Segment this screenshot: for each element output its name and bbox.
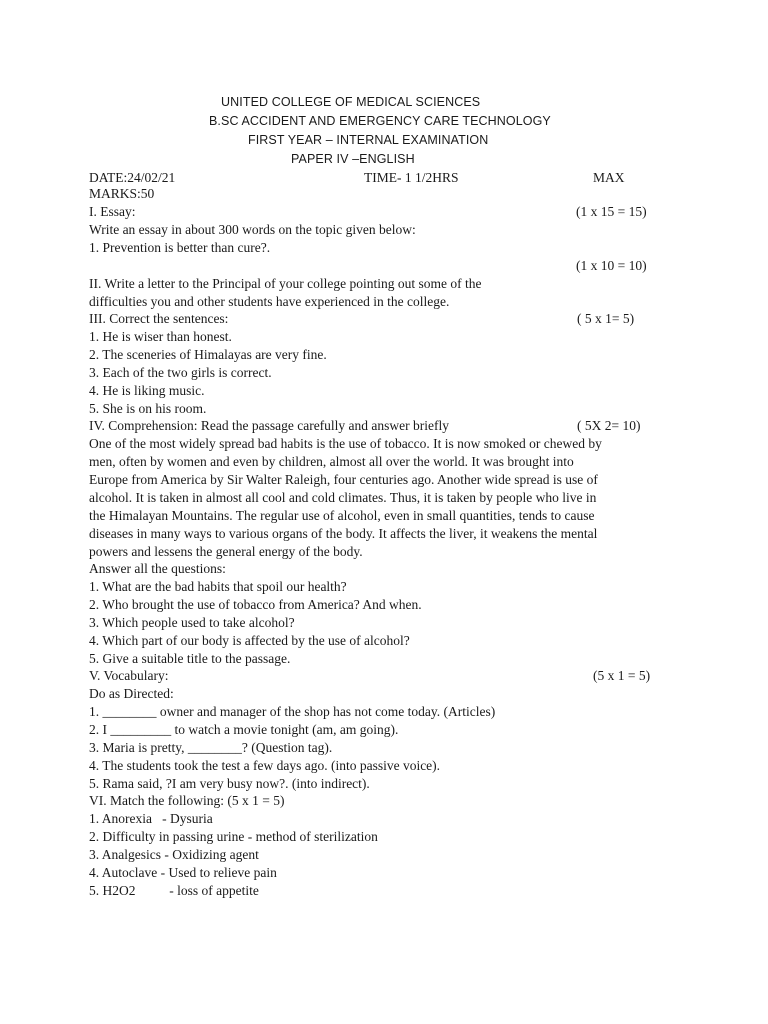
match-item: 1. Anorexia - Dysuria [89,811,213,826]
exam-date: DATE:24/02/21 [89,170,176,185]
section-3-title: III. Correct the sentences: [89,311,229,326]
list-item: 4. The students took the test a few days ago. (into passive voice). [89,758,441,773]
course-name: B.SC ACCIDENT AND EMERGENCY CARE TECHNOLOGY [209,114,551,128]
section-3-marks: ( 5 x 1= 5) [577,311,635,326]
passage-line: men, often by women and even by children, almost all over the world. It was brought into [89,454,574,469]
max-marks: MARKS:50 [89,186,155,201]
question-item: 3. Which people used to take alcohol? [89,615,295,630]
passage-line: alcohol. It is taken in almost all cool and cold climates. Thus, it is taken by people who live in [89,490,597,505]
match-item: 4. Autoclave - Used to relieve pain [89,865,277,880]
question-item: 1. What are the bad habits that spoil our health? [89,579,347,594]
section-1-item: 1. Prevention is better than cure?. [89,240,271,255]
section-6-title: VI. Match the following: (5 x 1 = 5) [89,793,285,808]
section-2-marks: (1 x 10 = 10) [576,258,647,273]
match-item: 2. Difficulty in passing urine - method of sterilization [89,829,378,844]
list-item: 1. ________ owner and manager of the shop has not come today. (Articles) [89,704,496,719]
section-5-marks: (5 x 1 = 5) [593,668,651,683]
max-label: MAX [593,170,625,185]
exam-time: TIME- 1 1/2HRS [364,170,459,185]
question-item: 4. Which part of our body is affected by the use of alcohol? [89,633,410,648]
section-1-instruction: Write an essay in about 300 words on the topic given below: [89,222,416,237]
section-2-line: difficulties you and other students have experienced in the college. [89,294,450,309]
list-item: 3. Maria is pretty, ________? (Question tag). [89,740,333,755]
section-2-line: II. Write a letter to the Principal of your college pointing out some of the [89,276,482,291]
section-5-title: V. Vocabulary: [89,668,169,683]
passage-line: Europe from America by Sir Walter Raleigh, four centuries ago. Another wide spread is use of [89,472,598,487]
passage-line: diseases in many ways to various organs of the body. It affects the liver, it weakens the mental [89,526,598,541]
exam-title: FIRST YEAR – INTERNAL EXAMINATION [248,133,489,147]
match-item: 3. Analgesics - Oxidizing agent [89,847,259,862]
passage-line: One of the most widely spread bad habits is the use of tobacco. It is now smoked or chewed by [89,436,602,451]
passage-line: powers and lessens the general energy of the body. [89,544,363,559]
list-item: 4. He is liking music. [89,383,205,398]
list-item: 1. He is wiser than honest. [89,329,232,344]
match-item: 5. H2O2 - loss of appetite [89,883,259,898]
paper-title: PAPER IV –ENGLISH [291,152,415,166]
college-name: UNITED COLLEGE OF MEDICAL SCIENCES [221,95,481,109]
question-item: 2. Who brought the use of tobacco from America? And when. [89,597,422,612]
section-1-title: I. Essay: [89,204,136,219]
list-item: 2. I _________ to watch a movie tonight (am, am going). [89,722,399,737]
question-item: 5. Give a suitable title to the passage. [89,651,291,666]
section-4-title: IV. Comprehension: Read the passage carefully and answer briefly [89,418,450,433]
questions-instruction: Answer all the questions: [89,561,226,576]
list-item: 5. She is on his room. [89,401,207,416]
section-4-marks: ( 5X 2= 10) [577,418,641,433]
list-item: 3. Each of the two girls is correct. [89,365,272,380]
section-1-marks: (1 x 15 = 15) [576,204,647,219]
passage-line: the Himalayan Mountains. The regular use of alcohol, even in small quantities, tends to cause [89,508,595,523]
list-item: 2. The sceneries of Himalayas are very fine. [89,347,327,362]
list-item: 5. Rama said, ?I am very busy now?. (into indirect). [89,776,370,791]
section-5-instruction: Do as Directed: [89,686,174,701]
